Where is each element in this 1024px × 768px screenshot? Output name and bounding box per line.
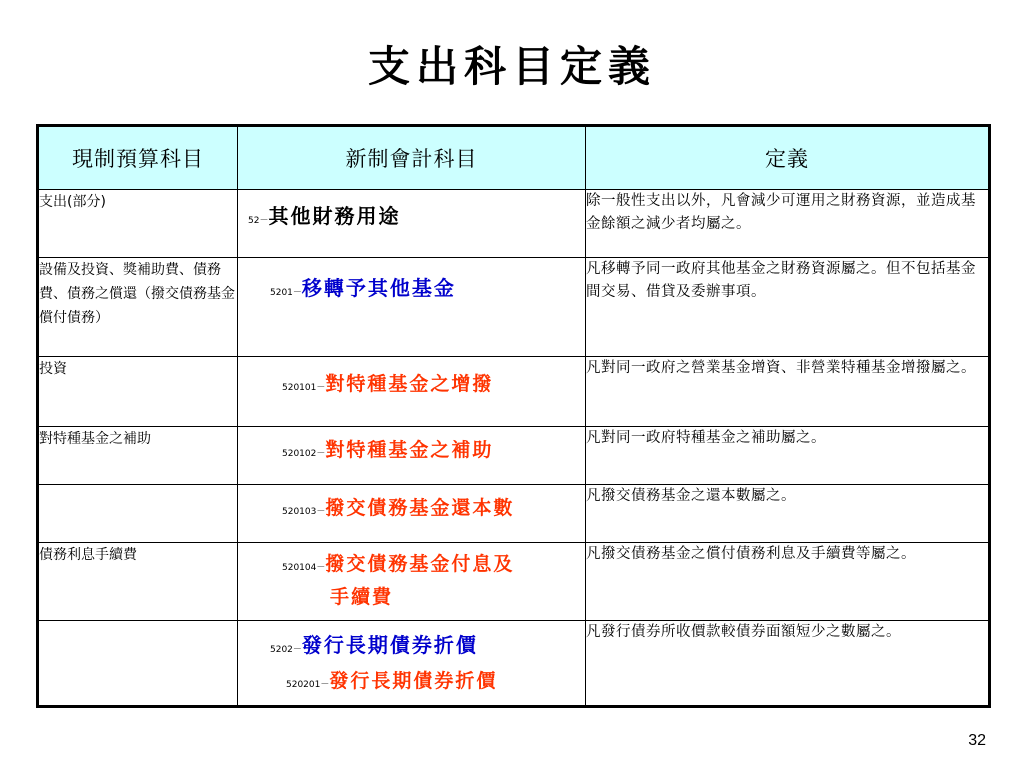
account-code: 520103－	[282, 507, 326, 517]
table-header-row	[38, 126, 990, 190]
table-row	[38, 190, 990, 258]
account-name: 發行長期債券折價	[329, 670, 498, 692]
new-account-cell	[238, 427, 586, 485]
account-line	[238, 621, 585, 658]
definition-cell: 凡撥交債務基金之還本數屬之。	[586, 485, 990, 543]
current-account-cell: 對特種基金之補助	[38, 427, 238, 485]
account-name: 撥交債務基金還本數	[325, 497, 515, 519]
page-number: 32	[968, 732, 986, 749]
account-name: 對特種基金之補助	[325, 439, 494, 461]
current-account-cell	[38, 621, 238, 707]
definition-cell: 凡對同一政府特種基金之補助屬之。	[586, 427, 990, 485]
table-row	[38, 621, 990, 707]
account-line	[238, 543, 585, 576]
new-account-cell	[238, 258, 586, 357]
current-account-cell: 債務利息手續費	[38, 543, 238, 621]
definition-cell: 凡撥交債務基金之償付債務利息及手續費等屬之。	[586, 543, 990, 621]
header-definition: 定義	[586, 126, 990, 190]
definition-cell: 除一般性支出以外，凡會減少可運用之財務資源，並造成基金餘額之減少者均屬之。	[586, 190, 990, 258]
current-account-cell: 投資	[38, 357, 238, 427]
definition-cell: 凡發行債券所收價款較債券面額短少之數屬之。	[586, 621, 990, 707]
table-row	[38, 543, 990, 621]
account-name: 對特種基金之增撥	[325, 373, 494, 395]
table-row	[38, 258, 990, 357]
account-name: 其他財務用途	[268, 204, 401, 228]
slide-title: 支出科目定義	[367, 42, 656, 91]
definition-cell: 凡對同一政府之營業基金增資、非營業特種基金增撥屬之。	[586, 357, 990, 427]
new-account-cell	[238, 190, 586, 258]
new-account-cell	[238, 543, 586, 621]
account-code: 520104－	[282, 563, 326, 573]
account-code: 520102－	[282, 449, 326, 459]
header-new-accounting-account: 新制會計科目	[238, 126, 586, 190]
account-line	[238, 357, 585, 396]
table-row	[38, 427, 990, 485]
account-code: 520101－	[282, 383, 326, 393]
account-code: 52－	[248, 216, 269, 226]
account-line	[238, 190, 585, 229]
new-account-cell	[238, 357, 586, 427]
definitions-table	[36, 124, 991, 708]
account-code: 5201－	[270, 288, 302, 298]
current-account-cell: 設備及投資、獎補助費、債務費、債務之償還（撥交債務基金償付債務）	[38, 258, 238, 357]
new-account-cell	[238, 485, 586, 543]
account-line	[238, 658, 585, 693]
account-line-continued	[238, 576, 585, 609]
current-account-cell: 支出(部分)	[38, 190, 238, 258]
table-row	[38, 357, 990, 427]
definition-cell: 凡移轉予同一政府其他基金之財務資源屬之。但不包括基金間交易、借貸及委辦事項。	[586, 258, 990, 357]
account-name: 撥交債務基金付息及	[325, 553, 515, 575]
account-line	[238, 258, 585, 301]
account-name-continued: 手續費	[330, 586, 394, 608]
account-code: 520201－	[286, 680, 330, 690]
current-account-cell	[38, 485, 238, 543]
account-line	[238, 485, 585, 520]
account-line	[238, 427, 585, 462]
new-account-cell	[238, 621, 586, 707]
header-current-budget-account: 現制預算科目	[38, 126, 238, 190]
account-name: 發行長期債券折價	[301, 633, 478, 657]
account-code: 5202－	[270, 645, 302, 655]
account-name: 移轉予其他基金	[301, 276, 456, 300]
table-row	[38, 485, 990, 543]
